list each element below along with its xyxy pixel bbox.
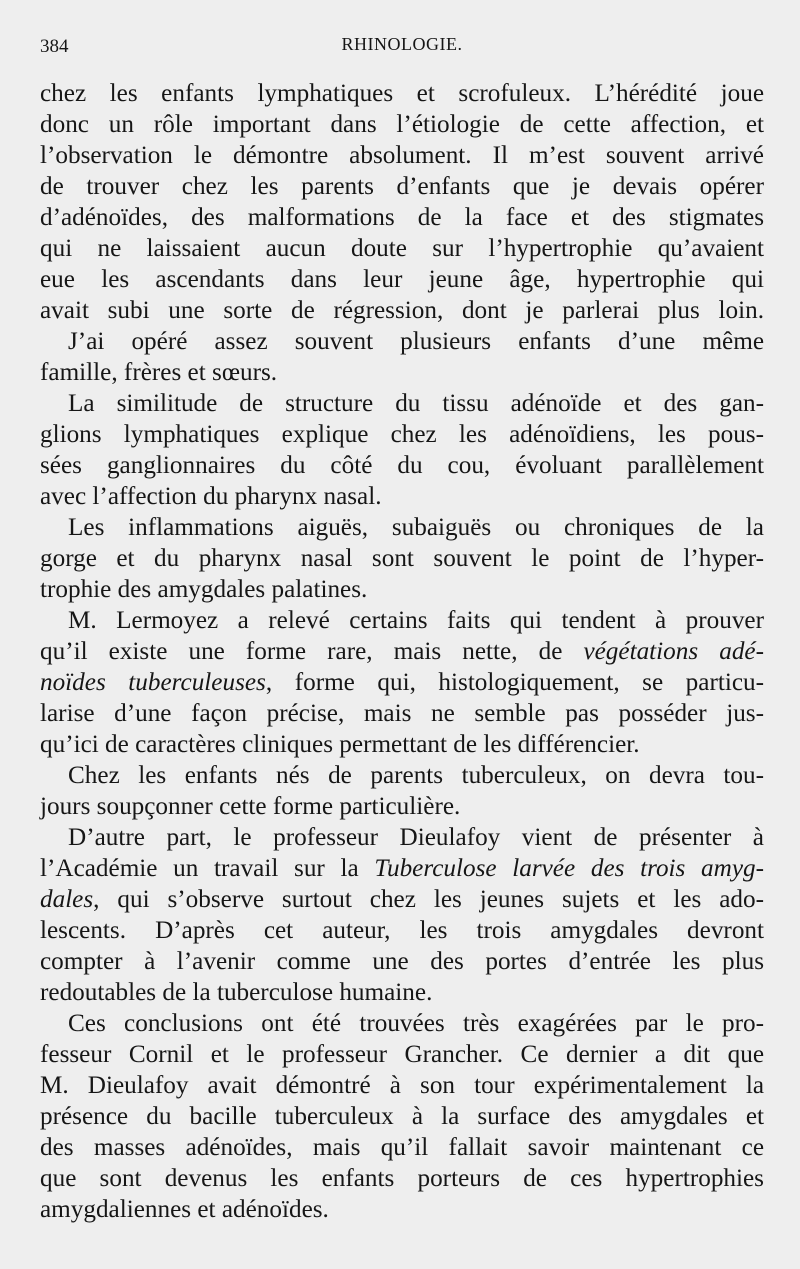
text-line: eue les ascendants dans leur jeune âge, hypertrophie qui (40, 266, 764, 293)
italic-term: noïdes tuberculeuses (40, 669, 266, 696)
text-line: famille, frères et sœurs. (40, 359, 278, 386)
paragraph-4 (40, 512, 764, 605)
text-line: lescents. D’après cet auteur, les trois amygdales devront (40, 917, 764, 944)
text-line: sées ganglionnaires du côté du cou, évoluant parallèlement (40, 452, 764, 479)
running-header (40, 32, 764, 60)
text-line: Ces conclusions ont été trouvées très exagérées par le pro- (68, 1010, 764, 1037)
paragraph-3 (40, 388, 764, 512)
text-line: La similitude de structure du tissu adénoïde et des gan- (68, 390, 764, 417)
text-line: de trouver chez les parents d’enfants que je devais opérer (40, 173, 764, 200)
body-text (40, 78, 764, 1225)
text-line: compter à l’avenir comme une des portes d’entrée les plus (40, 948, 764, 975)
paragraph-1 (40, 78, 764, 326)
text-line: d’adénoïdes, des malformations de la face et des stigmates (40, 204, 764, 231)
running-title: RHINOLOGIE. (341, 34, 463, 54)
text-line: M. Dieulafoy avait démontré à son tour expérimentalement la (40, 1072, 764, 1099)
italic-term: végétations adé- (583, 638, 764, 665)
text-line: amygdaliennes et adénoïdes. (40, 1196, 329, 1223)
text-line (40, 853, 764, 884)
italic-term: dales (40, 886, 94, 913)
text-line: larise d’une façon précise, mais ne semble pas posséder jus- (40, 700, 764, 727)
text-run: qu’il existe une forme rare, mais nette, de (40, 638, 584, 665)
page-number: 384 (40, 36, 69, 57)
text-line: gorge et du pharynx nasal sont souvent le point de l’hyper- (40, 545, 764, 572)
text-line: M. Lermoyez a relevé certains faits qui tendent à prouver (68, 607, 764, 634)
text-line: Les inflammations aiguës, subaiguës ou chroniques de la (68, 514, 764, 541)
text-line: que sont devenus les enfants porteurs de ces hypertrophies (40, 1165, 764, 1192)
text-line: donc un rôle important dans l’étiologie de cette affection, et (40, 111, 764, 138)
text-line: chez les enfants lymphatiques et scrofuleux. L’hérédité joue (40, 80, 764, 107)
text-line (40, 667, 764, 698)
text-line: redoutables de la tuberculose humaine. (40, 979, 433, 1006)
paragraph-5 (40, 605, 764, 760)
text-line: avec l’affection du pharynx nasal. (40, 483, 382, 510)
text-line (40, 636, 764, 667)
text-run: , forme qui, histologiquement, se particu- (265, 669, 764, 696)
text-line: D’autre part, le professeur Dieulafoy vient de présenter à (68, 824, 764, 851)
paragraph-6 (40, 760, 764, 822)
text-run: l’Académie un travail sur la (40, 855, 375, 882)
text-line: l’observation le démontre absolument. Il m’est souvent arrivé (40, 142, 764, 169)
text-line: glions lymphatiques explique chez les adénoïdiens, les pous- (40, 421, 764, 448)
text-line: trophie des amygdales palatines. (40, 576, 368, 603)
text-run: , qui s’observe surtout chez les jeunes sujets et les ado- (93, 886, 764, 913)
italic-term: Tuberculose larvée des trois amyg- (374, 855, 764, 882)
paragraph-2 (40, 326, 764, 388)
text-line: J’ai opéré assez souvent plusieurs enfants d’une même (68, 328, 764, 355)
paragraph-8 (40, 1008, 764, 1225)
text-line: des masses adénoïdes, mais qu’il fallait savoir maintenant ce (40, 1134, 764, 1161)
text-line: Chez les enfants nés de parents tuberculeux, on devra tou- (68, 762, 764, 789)
text-line (40, 884, 764, 915)
text-line: qu’ici de caractères cliniques permettant de les différencier. (40, 731, 640, 758)
text-line: fesseur Cornil et le professeur Grancher. Ce dernier a dit que (40, 1041, 764, 1068)
text-line: avait subi une sorte de régression, dont je parlerai plus loin. (40, 297, 764, 324)
text-line: qui ne laissaient aucun doute sur l’hypertrophie qu’avaient (40, 235, 764, 262)
text-line: présence du bacille tuberculeux à la surface des amygdales et (40, 1103, 764, 1130)
text-line: jours soupçonner cette forme particulière. (40, 793, 461, 820)
paragraph-7 (40, 822, 764, 1008)
